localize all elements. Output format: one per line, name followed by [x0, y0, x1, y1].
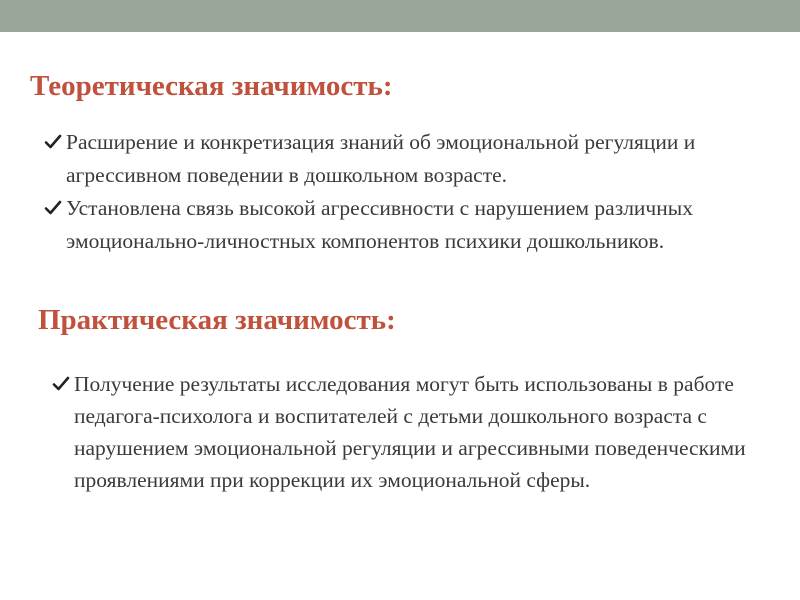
practical-significance-list — [50, 368, 780, 496]
list-item — [42, 192, 782, 258]
check-icon — [52, 375, 70, 393]
list-item — [42, 126, 782, 192]
practical-significance-heading: Практическая значимость: — [38, 304, 396, 336]
list-item-text: Расширение и конкретизация знаний об эмоциональной регуляции и агрессивном поведении в дошкольном возрасте. — [66, 130, 696, 187]
list-item-text: Получение результаты исследования могут быть использованы в работе педагога-психолога и воспитателей с детьми дошкольного возраста с нарушением эмоциональной регуляции и агрессивными поведенческими проявлениями при коррекции их эмоциональной сферы. — [74, 372, 746, 492]
list-item — [50, 368, 780, 496]
check-icon — [44, 199, 62, 217]
top-bar — [0, 0, 800, 32]
list-item-text: Установлена связь высокой агрессивности с нарушением различных эмоционально-личностных компонентов психики дошкольников. — [66, 196, 693, 253]
theoretical-significance-list — [42, 126, 782, 258]
theoretical-significance-heading: Теоретическая значимость: — [30, 70, 393, 102]
check-icon — [44, 133, 62, 151]
